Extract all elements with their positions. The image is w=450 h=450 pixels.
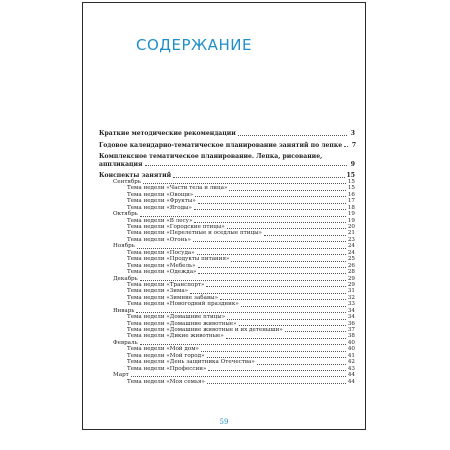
dot-leader [229, 190, 345, 191]
toc-theme-label: Тема недели «Мой город» [127, 352, 205, 359]
toc-page-number: 16 [347, 191, 355, 198]
toc-theme-label: Тема недели «Овощи» [127, 191, 194, 198]
toc-section-complex-plan [99, 153, 355, 167]
dot-leader [140, 280, 346, 281]
dot-leader [207, 383, 346, 384]
toc-page-number: 18 [347, 204, 355, 211]
toc-page-number: 42 [347, 359, 355, 366]
toc-page-number: 3 [350, 130, 355, 137]
dot-leader [198, 203, 346, 204]
dot-leader [140, 344, 346, 345]
dot-leader [143, 183, 346, 184]
dot-leader [131, 376, 346, 377]
toc-section-label: Годовое календарно-тематическое планирование занятий по лепке [99, 141, 343, 149]
dot-leader [207, 357, 346, 358]
toc-theme-label: Тема недели «Дикие животные» [127, 333, 224, 340]
book-page [82, 2, 366, 430]
toc-month-label: Октябрь [113, 211, 138, 218]
toc-page-number: 37 [347, 327, 355, 334]
toc-theme-label: Тема недели «Перелетные и оседлые птицы» [127, 230, 262, 237]
toc-section-annual-plan [99, 142, 355, 149]
toc-page-number: 29 [347, 275, 355, 282]
dot-leader [206, 286, 345, 287]
toc-theme-label: Тема недели «Огонь» [127, 236, 191, 243]
dot-leader [208, 370, 345, 371]
toc-page-number: 23 [347, 236, 355, 243]
toc-month-label: Март [113, 372, 129, 379]
dot-leader [137, 248, 346, 249]
toc-theme-label: Тема недели «Транспорт» [127, 281, 205, 288]
toc-theme-label: Тема недели «Домашние животные» [127, 320, 237, 327]
dot-leader [239, 325, 346, 326]
toc-page-number: 36 [347, 320, 355, 327]
toc-section-recommendations [99, 130, 355, 137]
toc-page-number: 19 [347, 211, 355, 218]
dot-leader [194, 209, 346, 210]
toc-month-label: Ноябрь [113, 243, 135, 250]
toc-section-label-line1: Комплексное тематическое планирование. Лепка, рисование, [99, 153, 323, 161]
toc-page-number: 25 [347, 256, 355, 263]
toc-theme-label: Тема недели «Зима» [127, 288, 189, 295]
toc-theme-label: Тема недели «Домашние животные и их детеныши» [127, 327, 283, 334]
toc-page-number: 33 [347, 301, 355, 308]
toc-theme-label: Тема недели «День защитника Отечества» [127, 359, 255, 366]
toc-page-number: 15 [347, 185, 355, 192]
toc-page-number: 31 [347, 288, 355, 295]
toc-page-number: 9 [350, 160, 355, 168]
toc-page-number: 15 [346, 172, 355, 180]
toc-theme-label: Тема недели «Домашние птицы» [127, 314, 226, 321]
toc-month-label: Февраль [113, 339, 138, 346]
toc-entries [99, 180, 355, 386]
dot-leader [198, 267, 346, 268]
dot-leader [231, 261, 345, 262]
dot-leader [195, 196, 346, 197]
toc-theme-label: Тема недели «Одежда» [127, 269, 197, 276]
dot-leader [227, 319, 346, 320]
toc-page-number: 38 [347, 333, 355, 340]
toc-theme-label: Тема недели «В лесу» [127, 217, 193, 224]
dot-leader [257, 364, 346, 365]
toc-page-number: 44 [347, 372, 355, 379]
toc-theme-label: Тема недели «Городские птицы» [127, 224, 225, 231]
toc-page-number: 17 [347, 198, 355, 205]
dot-leader [220, 299, 346, 300]
toc-section-label: Краткие методические рекомендации [99, 130, 236, 137]
toc-theme-label: Тема недели «Ягоды» [127, 204, 192, 211]
dot-leader [201, 351, 346, 352]
dot-leader [145, 165, 347, 166]
toc-page-number: 15 [347, 178, 355, 185]
dot-leader [238, 135, 347, 136]
dot-leader [173, 177, 344, 178]
toc-theme-label: Тема недели «Новогодний праздник» [127, 301, 239, 308]
table-of-contents [99, 130, 355, 386]
toc-page-number: 7 [351, 141, 357, 149]
dot-leader [344, 146, 348, 147]
toc-section-label-line2: аппликация [99, 160, 143, 168]
toc-page-number: 20 [347, 224, 355, 231]
dot-leader [227, 228, 346, 229]
toc-theme-label: Тема недели «Мебель» [127, 262, 196, 269]
toc-page-number: 43 [347, 365, 355, 372]
toc-page-number: 24 [347, 243, 355, 250]
toc-page-number: 34 [347, 307, 355, 314]
toc-month-label: Сентябрь [113, 178, 141, 185]
toc-page-number: 40 [347, 346, 355, 353]
toc-page-number: 41 [347, 352, 355, 359]
dot-leader [241, 306, 346, 307]
toc-page-number: 34 [347, 314, 355, 321]
toc-page-number: 40 [347, 339, 355, 346]
toc-theme-label: Тема недели «Части тела и лица» [127, 185, 228, 192]
toc-month-label: Январь [113, 307, 135, 314]
toc-page-number: 21 [347, 230, 355, 237]
toc-theme-label: Тема недели «Фрукты» [127, 198, 196, 205]
dot-leader [197, 254, 346, 255]
dot-leader [285, 331, 346, 332]
toc-theme-row [99, 379, 355, 385]
toc-month-label: Декабрь [113, 275, 138, 282]
dot-leader [198, 273, 345, 274]
toc-theme-label: Тема недели «Продукты питания» [127, 256, 230, 263]
toc-page-number: 19 [347, 217, 355, 224]
toc-theme-label: Тема недели «Зимние забавы» [127, 294, 219, 301]
toc-theme-label: Тема недели «Профессии» [127, 365, 207, 372]
toc-page-number: 44 [347, 378, 355, 385]
page-title: СОДЕРЖАНИЕ [136, 36, 252, 54]
toc-theme-label: Тема недели «Посуда» [127, 249, 195, 256]
toc-theme-label: Тема недели «Моя семья» [127, 378, 205, 385]
dot-leader [140, 216, 346, 217]
dot-leader [226, 338, 346, 339]
toc-section-label: Конспекты занятий [99, 172, 172, 180]
toc-page-number: 32 [347, 294, 355, 301]
dot-leader [136, 312, 346, 313]
toc-page-number: 28 [347, 269, 355, 276]
toc-page-number: 29 [347, 281, 355, 288]
dot-leader [194, 222, 345, 223]
page-number: 59 [219, 418, 229, 426]
toc-page-number: 26 [347, 262, 355, 269]
toc-theme-label: Тема недели «Мой дом» [127, 346, 199, 353]
toc-page-number: 24 [347, 249, 355, 256]
dot-leader [190, 293, 346, 294]
dot-leader [193, 241, 346, 242]
dot-leader [264, 235, 346, 236]
